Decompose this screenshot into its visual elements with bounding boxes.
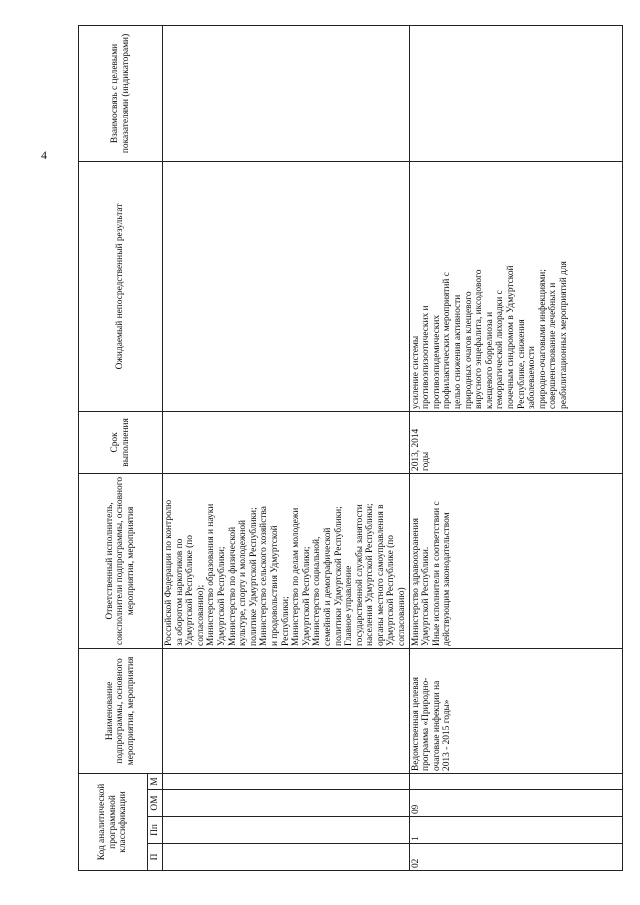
table-row <box>163 25 410 870</box>
cell-p <box>163 844 410 871</box>
cell-executor: Министерство здравоохранения Удмуртской Республики. Иные исполнители в соответствии с действующим законодательством <box>409 473 622 648</box>
code-col-pp: Пп <box>148 817 163 844</box>
cell-pp: 1 <box>409 817 622 844</box>
cell-name: Ведомственная целевая программа «Природно- очаговые инфекции на 2013 - 2015 годы» <box>409 648 622 773</box>
cell-executor: Российской Федерации по контролю за оборотом наркотиков по Удмуртской Республике (по согласованию); Министерство образования и науки Удмуртской Республики; Министерство по физической культуре, спорту и молодежной политике Удмуртской Республики; Министерство сельского хозяйства и продовольствия Удмуртской Республики; Министерство по делам молодежи Удмуртской Республики; Министерство социальной, семейной и демографической политики Удмуртской Республики; Главное управление государственной службы занятости населения Удмуртской Республики; органы местного самоуправления в Удмуртской Республике (по согласованию) <box>163 473 410 648</box>
code-col-m: М <box>148 773 163 789</box>
cell-m <box>409 773 622 789</box>
cell-om <box>163 790 410 817</box>
cell-result: усиление системы противоэпизоотических и противоэпидемических профилактических мероприятий с целью снижения активности природных очагов клещевого вирусного энцефалита, иксодового клещевого боррелиоза и геморрагической лихорадки с почечным синдромом в Удмуртской Республике, снижения заболеваемости природно-очаговыми инфекциями; совершенствование лечебных и реабилитационных мероприятий для <box>409 161 622 411</box>
header-row <box>79 25 148 870</box>
code-col-p: П <box>148 844 163 871</box>
cell-om: 09 <box>409 790 622 817</box>
cell-p: 02 <box>409 844 622 871</box>
cell-deadline: 2013, 2014 годы <box>409 411 622 473</box>
cell-result <box>163 161 410 411</box>
result-header: Ожидаемый непосредственный результат <box>79 161 163 411</box>
cell-deadline <box>163 411 410 473</box>
cell-name <box>163 648 410 773</box>
deadline-header: Срок выполнения <box>79 411 163 473</box>
cell-link <box>163 25 410 161</box>
cell-pp <box>163 817 410 844</box>
name-header: Наименование подпрограммы, основного мероприятия, мероприятия <box>79 648 163 773</box>
page-number: 4 <box>41 148 47 162</box>
code-col-om: ОМ <box>148 790 163 817</box>
rotated-page <box>78 26 633 871</box>
link-header: Взаимосвязь с целевыми показателями (индикаторами) <box>79 25 163 161</box>
cell-m <box>163 773 410 789</box>
code-group-header: Код аналитической программной классификации <box>79 773 148 870</box>
table-row <box>409 25 622 870</box>
cell-link <box>409 25 622 161</box>
program-table <box>78 25 623 871</box>
executor-header: Ответственный исполнитель, соисполнители подпрограммы, основного мероприятия, мероприятия <box>79 473 163 648</box>
